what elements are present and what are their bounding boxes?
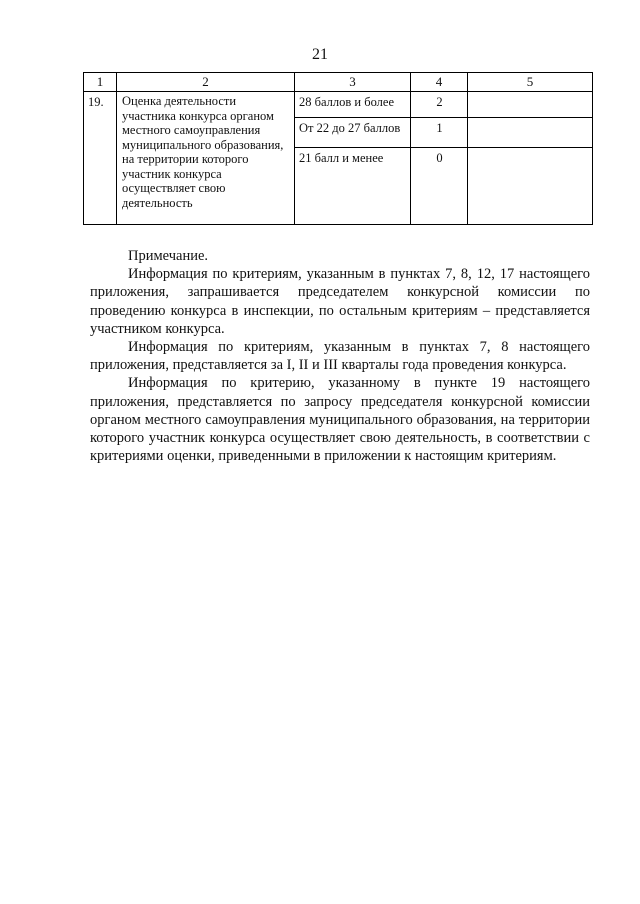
criterion-scores — [411, 92, 468, 225]
column-header: 4 — [411, 73, 468, 92]
empty-cell — [468, 92, 592, 118]
criterion-range: 28 баллов и более — [295, 92, 410, 118]
empty-cell — [468, 118, 592, 148]
row-number: 19. — [84, 92, 117, 225]
note-section — [90, 247, 590, 465]
note-title: Примечание. — [128, 248, 209, 264]
criterion-score: 2 — [411, 92, 467, 118]
note-paragraph: Информация по критерию, указанному в пункте 19 настоящего приложения, представляется по запросу председателя конкурсной комиссии органом местного самоуправления муниципального образования, на территории которого участник конкурса осуществляет свою деятельность, в соответствии с критериями оценки, приведенными в приложении к настоящим критериям. — [90, 375, 590, 465]
criterion-range: От 22 до 27 баллов — [295, 118, 410, 148]
empty-cell — [468, 148, 592, 224]
note-paragraph: Информация по критериям, указанным в пунктах 7, 8 настоящего приложения, представляется за I, II и III кварталы года проведения конкурса. — [90, 339, 590, 374]
criterion-ranges — [295, 92, 411, 225]
criterion-score: 1 — [411, 118, 467, 148]
criterion-description: Оценка деятельности участника конкурса органом местного самоуправления муниципального образования, на территории которого участник конкурса осуществляет свою деятельность — [117, 92, 295, 225]
criteria-table — [83, 72, 593, 225]
page-number: 21 — [312, 46, 328, 63]
criterion-range: 21 балл и менее — [299, 151, 384, 165]
note-paragraph: Информация по критериям, указанным в пунктах 7, 8, 12, 17 настоящего приложения, запрашивается председателем конкурсной комиссии по проведению конкурса в инспекции, по остальным критериям – представляется участником конкурса. — [90, 266, 590, 337]
table-row — [84, 92, 593, 225]
extra-column-cells — [468, 92, 593, 225]
table-header-row — [84, 73, 593, 92]
column-header: 2 — [117, 73, 295, 92]
column-header: 1 — [84, 73, 117, 92]
column-header: 3 — [295, 73, 411, 92]
criterion-score: 0 — [436, 151, 443, 165]
column-header: 5 — [468, 73, 593, 92]
